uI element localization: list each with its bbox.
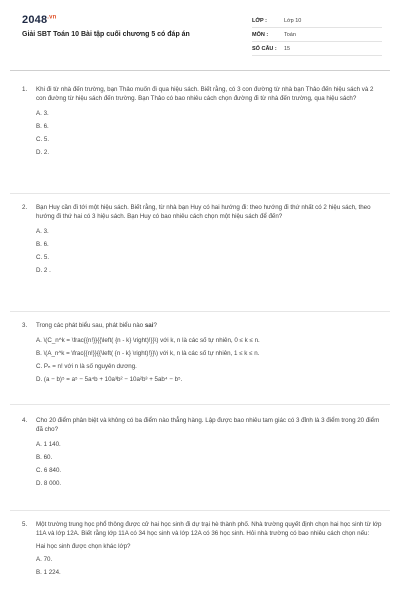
meta-row-subject <box>252 28 382 42</box>
question-number: 2. <box>22 204 28 211</box>
option-b[interactable]: B. \(A_n^k = \frac{{n!}}{{\left( {n - k} \right)!}}\) với k, n là các số tự nhiên, 1 ≤ k ≤ n. <box>36 350 260 357</box>
question-divider <box>10 510 390 511</box>
option-b[interactable]: B. 60. <box>36 454 53 461</box>
meta-key: MÔN : <box>252 31 269 38</box>
question-4 <box>22 416 384 488</box>
header-divider <box>10 70 390 71</box>
option-a[interactable]: A. 1 140. <box>36 441 61 448</box>
question-5 <box>22 520 384 577</box>
question-text: Cho 20 điểm phân biệt và không có ba điểm nào thẳng hàng. Lập được bao nhiêu tam giác có 3 đỉnh là 3 điểm trong 20 điểm đã cho? <box>36 417 380 433</box>
option-a[interactable]: A. 3. <box>36 228 49 235</box>
option-b[interactable]: B. 1 224. <box>36 569 61 576</box>
question-number: 3. <box>22 322 28 329</box>
question-3 <box>22 321 384 384</box>
meta-key: SỐ CÂU : <box>252 45 277 52</box>
option-a[interactable]: A. \(C_n^k = \frac{{n!}}{{\left( {n - k} \right)!}}\) với k, n là các số tự nhiên, 0 ≤ k ≤ n. <box>36 337 260 344</box>
option-d[interactable]: D. (a − b)⁵ = a⁵ − 5a⁴b + 10a³b² − 10a²b³ + 5ab⁴ − b⁵. <box>36 376 183 383</box>
option-d[interactable]: D. 8 000. <box>36 480 62 487</box>
document-header <box>0 0 400 64</box>
question-text: Trong các phát biểu sau, phát biểu nào sai? <box>36 322 157 329</box>
option-c[interactable]: C. Pₙ = n! với n là số nguyên dương. <box>36 363 137 370</box>
meta-value: Toán <box>284 31 296 38</box>
site-logo[interactable] <box>22 14 57 26</box>
meta-key: LỚP : <box>252 17 267 24</box>
meta-row-class <box>252 14 382 28</box>
meta-row-count <box>252 42 382 56</box>
option-c[interactable]: C. 5. <box>36 254 50 261</box>
option-b[interactable]: B. 6. <box>36 241 49 248</box>
question-number: 1. <box>22 86 28 93</box>
question-number: 5. <box>22 521 28 528</box>
option-c[interactable]: C. 5. <box>36 136 50 143</box>
question-2 <box>22 203 384 275</box>
option-d[interactable]: D. 2 . <box>36 267 51 274</box>
logo-suffix: .vn <box>47 14 57 21</box>
question-1 <box>22 85 384 157</box>
meta-value: Lớp 10 <box>284 17 302 24</box>
document-title: Giải SBT Toán 10 Bài tập cuối chương 5 có đáp án <box>22 31 190 38</box>
question-text: Khi đi từ nhà đến trường, bạn Thảo muốn đi qua hiệu sách. Biết rằng, có 3 con đường từ nhà bạn Thảo đến hiệu sách và 2 con đường từ hiệu sách đến trường. Bạn Thảo có bao nhiêu cách chọn đường đi từ nhà đến trường, qua hiệu sách? <box>36 86 374 102</box>
sub-question: Hai học sinh được chọn khác lớp? <box>36 543 131 550</box>
logo-main: 2048 <box>22 14 48 26</box>
question-text: Bạn Huy cần đi tới một hiệu sách. Biết rằng, từ nhà bạn Huy có hai hướng đi: theo hướng đi thứ nhất có 2 hiệu sách, theo hướng đi thứ hai có 3 hiệu sách. Bạn Huy có bao nhiêu cách chọn một hiệu sách để đến? <box>36 204 371 220</box>
option-a[interactable]: A. 3. <box>36 110 49 117</box>
question-divider <box>10 193 390 194</box>
option-b[interactable]: B. 6. <box>36 123 49 130</box>
question-text: Một trường trung học phổ thông được cử hai học sinh đi dự trại hè thành phố. Nhà trường quyết định chọn hai học sinh từ lớp 11A và lớp 12A. Biết rằng lớp 11A có 34 học sinh và lớp 12A có 36 học sinh. Hỏi nhà trường có bao nhiêu cách chọn nếu: <box>36 521 382 537</box>
option-c[interactable]: C. 6 840. <box>36 467 62 474</box>
question-divider <box>10 404 390 405</box>
meta-table <box>252 14 382 56</box>
question-divider <box>10 311 390 312</box>
option-a[interactable]: A. 70. <box>36 556 53 563</box>
option-d[interactable]: D. 2. <box>36 149 50 156</box>
emphasis-word: sai <box>144 322 154 329</box>
meta-value: 15 <box>284 45 291 52</box>
question-number: 4. <box>22 417 28 424</box>
